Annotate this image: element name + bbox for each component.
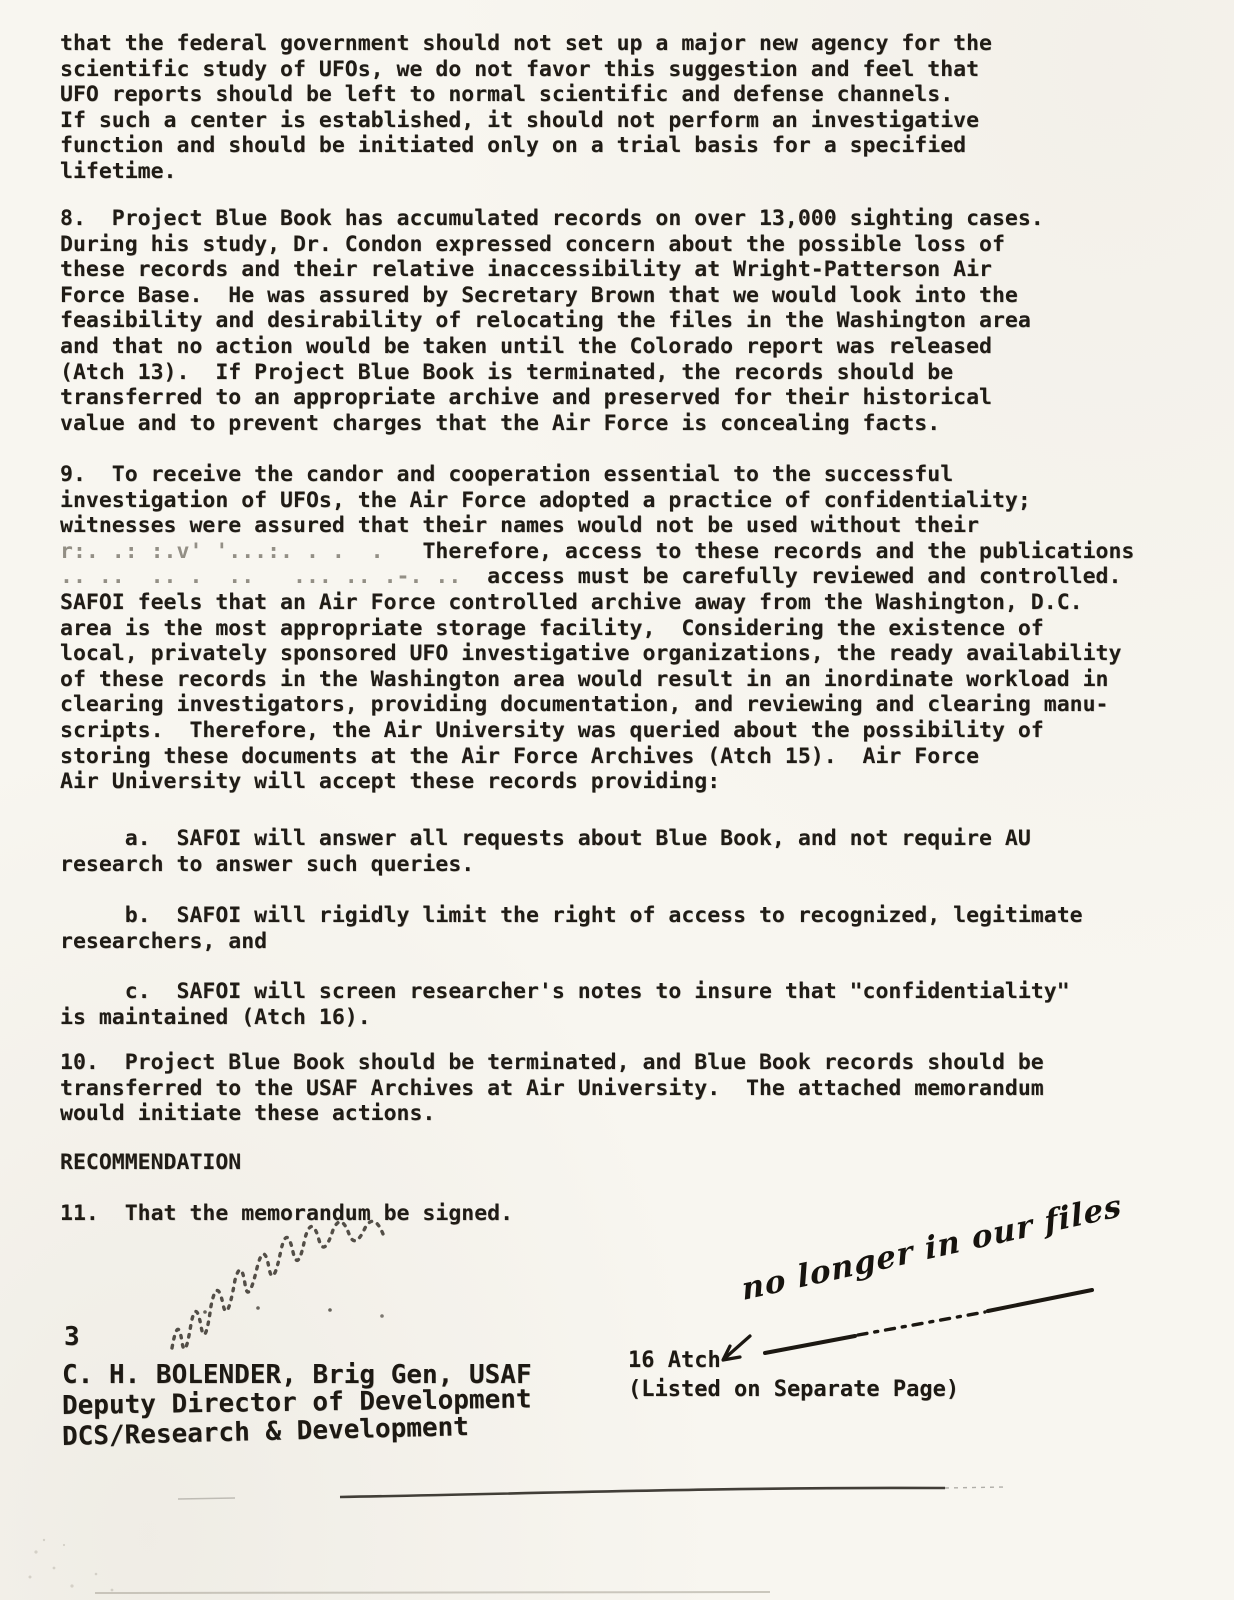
paragraph-8 [60, 206, 1044, 436]
text-line: c. SAFOI will screen researcher's notes to insure that "confidentiality" [60, 979, 1070, 1004]
signature-scribble [172, 1221, 383, 1349]
handwritten-arrow [724, 1336, 750, 1359]
text-line: UFO reports should be left to normal scientific and defense channels. [60, 82, 954, 108]
text-line: b. SAFOI will rigidly limit the right of access to recognized, legitimate [60, 903, 1083, 928]
text-line: value and to prevent charges that the Air Force is concealing facts. [60, 410, 941, 436]
text-run: access must be carefully reviewed and controlled. [461, 564, 1122, 590]
subitem-a [60, 826, 1031, 877]
text-line: scripts. Therefore, the Air University was queried about the possibility of [60, 717, 1044, 743]
text-line: Air University will accept these records providing: [60, 769, 721, 795]
subitem-c [60, 979, 1070, 1030]
text-line: (Atch 13). If Project Blue Book is terminated, the records should be [60, 359, 954, 385]
text-line: these records and their relative inaccessibility at Wright-Patterson Air [60, 257, 992, 283]
handwritten-underline-right [988, 1290, 1092, 1311]
attachment-count: 16 Atch [628, 1348, 721, 1373]
divider-line [340, 1488, 945, 1497]
paragraph-9 [60, 462, 1134, 795]
text-line: 10. Project Blue Book should be terminated, and Blue Book records should be [60, 1050, 1044, 1075]
attachment-note: (Listed on Separate Page) [628, 1377, 960, 1402]
signatory-department: DCS/Research & Development [61, 1412, 470, 1452]
text-line: During his study, Dr. Condon expressed concern about the possible loss of [60, 231, 1005, 257]
handwritten-note: no longer in our files [739, 1187, 1124, 1308]
text-line: research to answer such queries. [60, 851, 475, 877]
text-line: local, privately sponsored UFO investigative organizations, the ready availability [60, 641, 1122, 667]
text-line: transferred to the USAF Archives at Air University. The attached memorandum [60, 1075, 1044, 1101]
text-line: would initiate these actions. [60, 1101, 436, 1127]
handwritten-arrow-head [723, 1346, 740, 1360]
text-line: a. SAFOI will answer all requests about Blue Book, and not require AU [60, 826, 1031, 851]
text-line: and that no action would be taken until the Colorado report was released [60, 333, 992, 359]
text-line [60, 564, 1134, 590]
handwritten-underline-dashes [858, 1312, 985, 1335]
signatory-title: Deputy Director of Development [61, 1384, 532, 1421]
text-line: clearing investigators, providing documentation, and reviewing and clearing manu- [60, 692, 1109, 718]
text-line: feasibility and desirability of relocating the files in the Washington area [60, 308, 1031, 334]
text-line: 9. To receive the candor and cooperation essential to the successful [60, 462, 954, 487]
handwritten-underline [765, 1336, 855, 1353]
divider-line-faint-trail [945, 1487, 1005, 1488]
text-line: Force Base. He was assured by Secretary Brown that we would look into the [60, 282, 1018, 308]
text-line: 8. Project Blue Book has accumulated records on over 13,000 sighting cases. [60, 206, 1044, 231]
text-line: is maintained (Atch 16). [60, 1004, 371, 1030]
text-line: investigation of UFOs, the Air Force adopted a practice of confidentiality; [60, 487, 1031, 513]
text-line: transferred to an appropriate archive and preserved for their historical [60, 385, 992, 411]
page-number: 3 [64, 1322, 80, 1352]
paragraph-intro-continuation [60, 31, 992, 185]
text-line: that the federal government should not set up a major new agency for the [60, 31, 992, 56]
paragraph-10 [60, 1050, 1044, 1127]
text-line: area is the most appropriate storage facility, Considering the existence of [60, 615, 1044, 641]
text-line: 11. That the memorandum be signed. [60, 1201, 514, 1226]
text-run: Therefore, access to these records and the publications [383, 538, 1135, 564]
faded-illegible-text: r:. .: :.v' '...:. . . . [60, 538, 384, 564]
text-line: function and should be initiated only on a trial basis for a specified [60, 133, 967, 159]
page-bottom-line [95, 1592, 770, 1593]
divider-line-faint-left [178, 1498, 235, 1499]
text-line: of these records in the Washington area would result in an inordinate workload in [60, 666, 1109, 692]
recommendation-heading [60, 1150, 241, 1176]
subitem-b [60, 903, 1083, 954]
text-line: scientific study of UFOs, we do not favor this suggestion and feel that [60, 56, 980, 82]
text-line: storing these documents at the Air Force Archives (Atch 15). Air Force [60, 743, 980, 769]
scan-speckles [29, 1539, 114, 1592]
text-line: witnesses were assured that their names would not be used without their [60, 513, 980, 539]
text-line: If such a center is established, it should not perform an investigative [60, 107, 980, 133]
text-line: researchers, and [60, 928, 268, 954]
text-line: SAFOI feels that an Air Force controlled archive away from the Washington, D.C. [60, 589, 1083, 615]
signatory-name: C. H. BOLENDER, Brig Gen, USAF [62, 1360, 532, 1390]
text-line: lifetime. [60, 158, 177, 184]
text-line [60, 539, 1134, 565]
paragraph-11 [60, 1201, 513, 1227]
faded-illegible-text: .. .. .. . .. ... .. .-. .. [60, 564, 462, 590]
text-line: RECOMMENDATION [60, 1150, 242, 1175]
